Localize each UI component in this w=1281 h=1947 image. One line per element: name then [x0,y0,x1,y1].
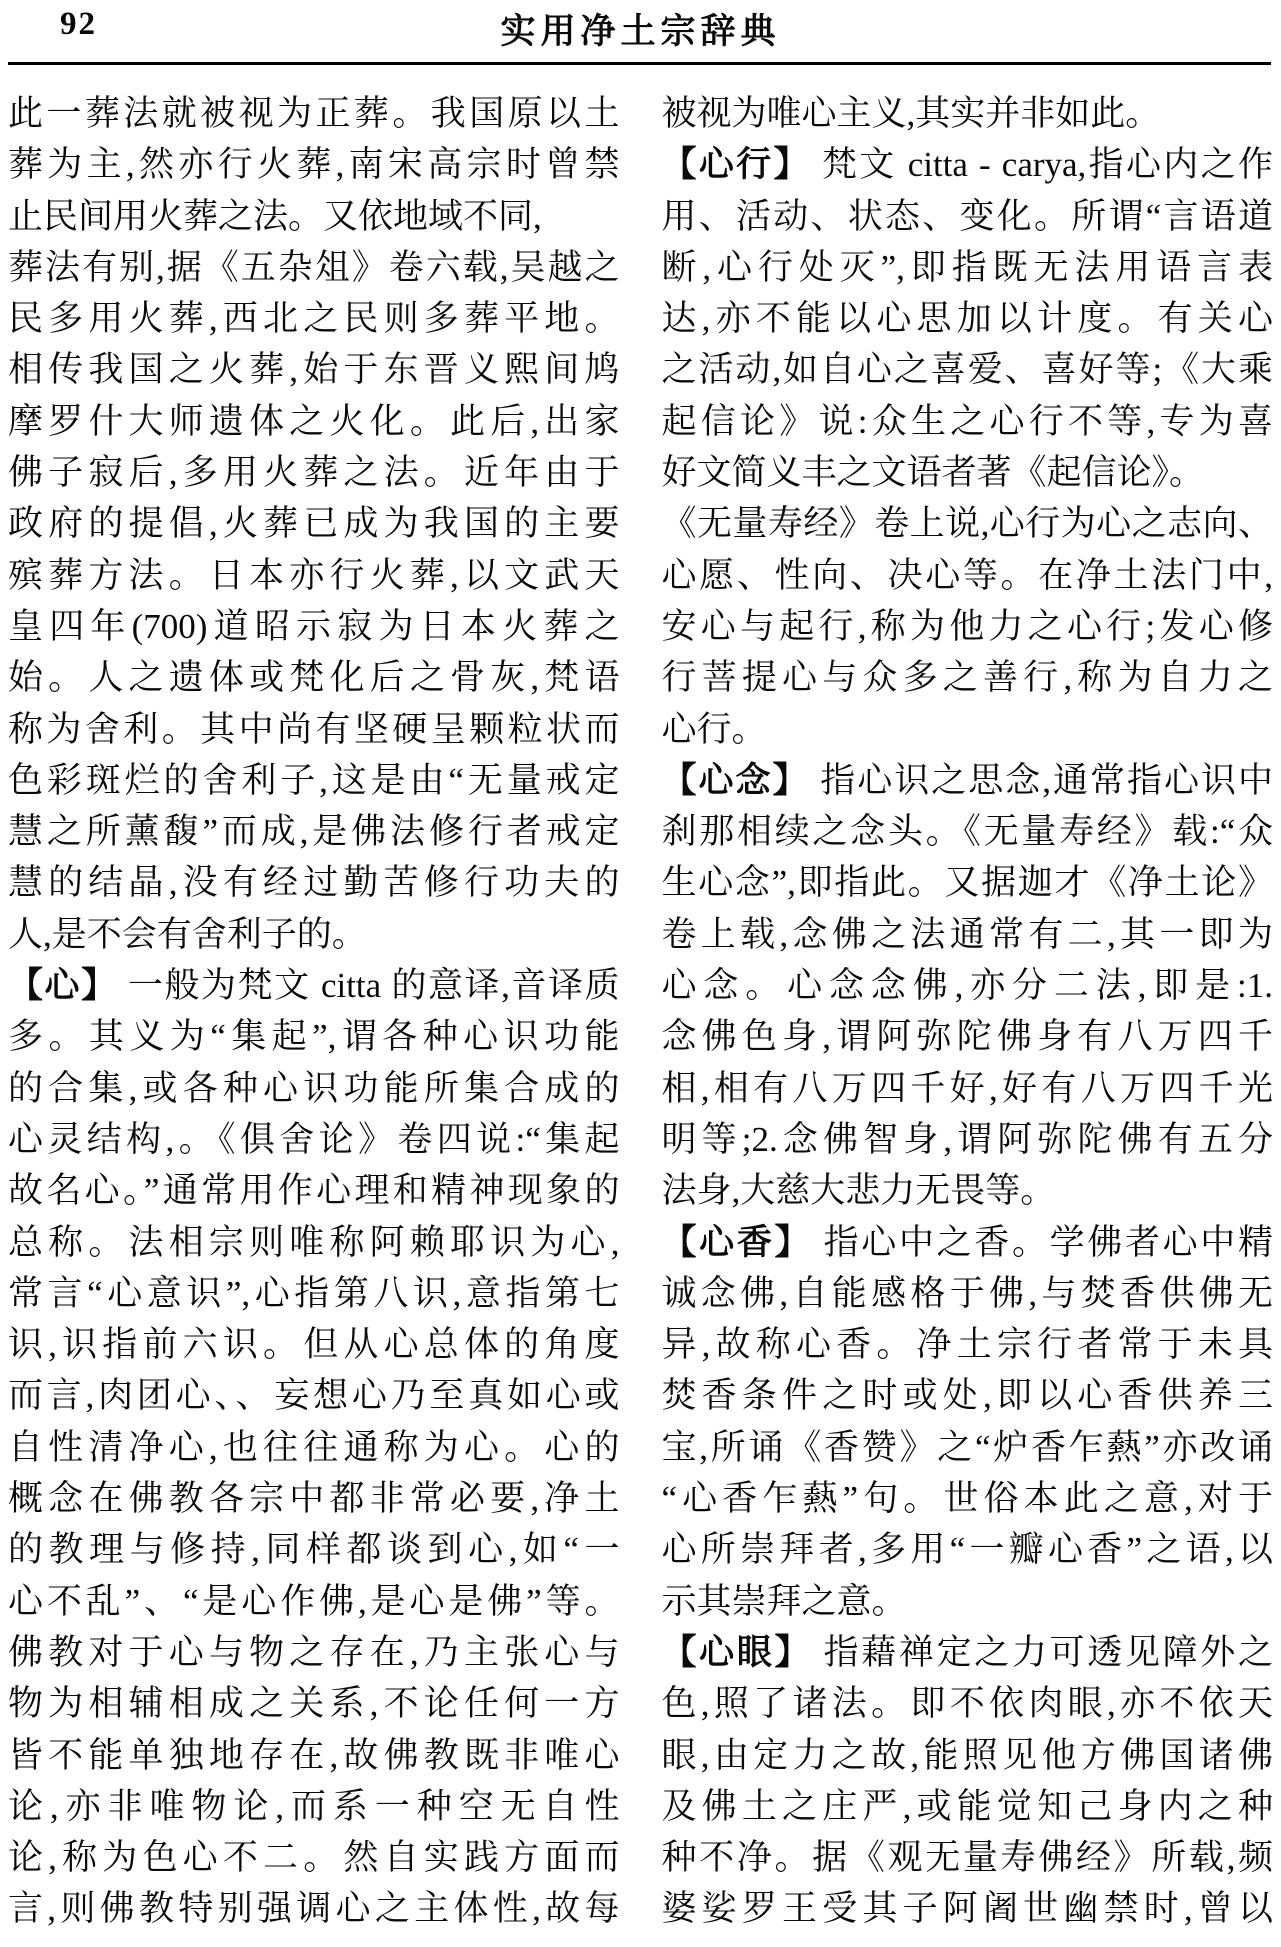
text-line: 婆娑罗王受其子阿阇世幽禁时,曾以 [661,1889,1273,1929]
text-line: 相,相有八万四千好,好有八万四千光 [661,1068,1273,1108]
text-line: 【心念】 指心识之思念,通常指心识中 [661,760,1273,800]
text-line: 色彩斑烂的舍利子,这是由“无量戒定 [8,760,620,800]
text-line: 安心与起行,称为他力之心行;发心修 [661,606,1273,646]
text-line: 此一葬法就被视为正葬。我国原以土 [8,94,620,133]
text-line: 宝,所诵《香赞》之“炉香乍爇”亦改诵 [661,1427,1273,1467]
text-line: 明等;2.念佛智身,谓阿弥陀佛有五分 [661,1119,1273,1159]
text-line: 的合集,或各种心识功能所集合成的 [8,1068,620,1108]
text-line: 好文简义丰之文语者著《起信论》。 [661,453,1205,493]
text-line: 慧的结晶,没有经过勤苦修行功夫的 [8,863,620,903]
text-line: 皇四年(700)道昭示寂为日本火葬之 [8,606,620,646]
text-line: 《无量寿经》卷上说,心行为心之志向、 [661,504,1273,544]
text-line: 心灵结构,。《俱舍论》卷四说:“集起 [8,1119,620,1159]
text-line: 慧之所薰馥”而成,是佛法修行者戒定 [8,812,620,852]
entry-headword: 【心】 [8,966,118,1006]
text-line: 心行。 [661,709,767,749]
entry-headword: 【心念】 [661,760,810,800]
text-line: 故名心。”通常用作心理和精神现象的 [8,1171,620,1211]
text-line: 殡葬方法。日本亦行火葬,以文武天 [8,555,620,595]
text-line: 心不乱”、“是心作佛,是心是佛”等。 [8,1581,620,1621]
header-rule [8,62,1271,65]
text-line: 心所崇拜者,多用“一瓣心香”之语,以 [661,1530,1273,1570]
column-left [8,88,620,1935]
text-line: 色,照了诸法。即不依肉眼,亦不依天 [661,1684,1273,1724]
text-line: 之活动,如自心之喜爱、喜好等;《大乘 [661,350,1273,390]
text-line: 民多用火葬,西北之民则多葬平地。 [8,299,620,339]
text-line: 佛教对于心与物之存在,乃主张心与 [8,1632,620,1672]
entry-headword: 【心眼】 [661,1632,813,1672]
text-line: 种不净。据《观无量寿佛经》所载,频 [661,1838,1273,1878]
text-line: 概念在佛教各宗中都非常必要,净土 [8,1479,620,1519]
text-line: 刹那相续之念头。《无量寿经》载:“众 [661,812,1273,852]
text-line: 心念。心念念佛,亦分二法,即是:1. [661,966,1273,1006]
text-line: 【心】 一般为梵文 citta 的意译,音译质 [8,966,620,1006]
text-line: 政府的提倡,火葬已成为我国的主要 [8,504,620,544]
text-line: 葬法有别,据《五杂俎》卷六载,吴越之 [8,247,620,287]
page-number: 92 [60,6,97,42]
text-line: 的教理与修持,同样都谈到心,如“一 [8,1530,620,1570]
text-line: 始。人之遗体或梵化后之骨灰,梵语 [8,658,620,698]
text-line: 总称。法相宗则唯称阿赖耶识为心, [8,1222,620,1262]
text-line: 摩罗什大师遗体之火化。此后,出家 [8,401,620,441]
text-line: 示其崇拜之意。 [661,1581,907,1621]
book-title: 实用净土宗辞典 [500,12,781,51]
text-line: 葬为主,然亦行火葬,南宋高宗时曾禁 [8,145,620,185]
text-line: 自性清净心,也往往通称为心。心的 [8,1427,620,1467]
text-line: 止民间用火葬之法。又依地域不同, [8,196,542,236]
text-line: 卷上载,念佛之法通常有二,其一即为 [661,914,1273,954]
text-line: 法身,大慈大悲力无畏等。 [661,1171,1056,1211]
text-line: 异,故称心香。净土宗行者常于未具 [661,1325,1273,1365]
text-line: 【心行】 梵文 citta - carya,指心内之作 [661,145,1273,185]
text-line: 焚香条件之时或处,即以心香供养三 [661,1376,1273,1416]
text-line: 皆不能单独地存在,故佛教既非唯心 [8,1735,620,1775]
text-line: 相传我国之火葬,始于东晋义熙间鸠 [8,350,620,390]
text-line: 诚念佛,自能感格于佛,与焚香供佛无 [661,1273,1273,1313]
text-line: 论,亦非唯物论,而系一种空无自性 [8,1786,620,1826]
text-line: 心愿、性向、决心等。在净土法门中, [661,555,1273,595]
text-line: 多。其义为“集起”,谓各种心识功能 [8,1017,620,1057]
text-line: 用、活动、状态、变化。所谓“言语道 [661,196,1273,236]
text-line: 人,是不会有舍利子的。 [8,914,367,954]
text-line: 【心香】 指心中之香。学佛者心中精 [661,1222,1273,1262]
text-line: 识,识指前六识。但从心总体的角度 [8,1325,620,1365]
text-line: 断,心行处灭”,即指既无法用语言表 [661,247,1273,287]
text-line: 论,称为色心不二。然自实践方面而 [8,1838,620,1878]
entry-headword: 【心香】 [661,1222,813,1262]
text-line: 达,亦不能以心思加以计度。有关心 [661,299,1273,339]
text-line: 常言“心意识”,心指第八识,意指第七 [8,1273,620,1313]
text-line: 眼,由定力之故,能照见他方佛国诸佛 [661,1735,1273,1775]
column-right [662,88,1274,1935]
text-line: 言,则佛教特别强调心之主体性,故每 [8,1889,620,1929]
text-line: 起信论》说:众生之心行不等,专为喜 [661,401,1273,441]
text-line: “心香乍爇”句。世俗本此之意,对于 [661,1479,1273,1519]
entry-headword: 【心行】 [661,145,811,185]
text-line: 行菩提心与众多之善行,称为自力之 [661,658,1273,698]
text-columns [8,88,1273,1935]
text-line: 佛子寂后,多用火葬之法。近年由于 [8,453,620,493]
text-line: 【心眼】 指藉禅定之力可透见障外之 [661,1632,1273,1672]
text-line: 生心念”,即指此。又据迦才《净土论》 [661,863,1273,903]
text-line: 念佛色身,谓阿弥陀佛身有八万四千 [661,1017,1273,1057]
text-line: 而言,肉团心、、妄想心乃至真如心或 [8,1376,620,1416]
text-line: 被视为唯心主义,其实并非如此。 [661,94,1161,133]
text-line: 称为舍利。其中尚有坚硬呈颗粒状而 [8,709,620,749]
text-line: 物为相辅相成之关系,不论任何一方 [8,1684,620,1724]
text-line: 及佛土之庄严,或能觉知己身内之种 [661,1786,1273,1826]
